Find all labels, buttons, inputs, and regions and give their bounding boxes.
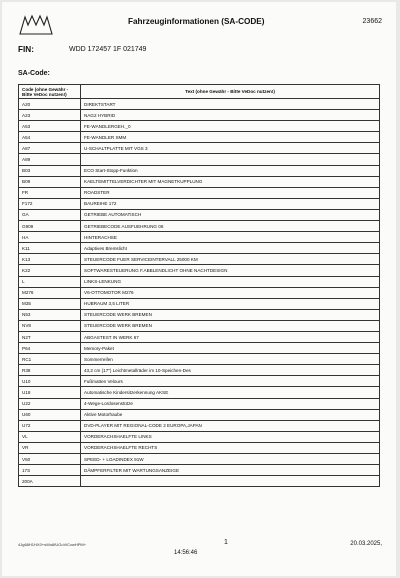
table-row bbox=[19, 132, 380, 143]
document-title: Fahrzeuginformationen (SA-CODE) bbox=[128, 17, 265, 26]
sa-code-cell: A89 bbox=[19, 154, 81, 165]
sa-text-cell: U-SCHALTPLATTE MIT VGS 3 bbox=[81, 143, 380, 154]
sa-text-cell: NAG2 HYBRID bbox=[81, 110, 380, 121]
sa-code-cell: NV8 bbox=[19, 320, 81, 331]
table-row bbox=[19, 187, 380, 198]
table-header-row bbox=[19, 85, 380, 99]
sa-text-cell: DÄMPFERFILTER MIT WARTUNGSANZEIGE bbox=[81, 465, 380, 476]
sa-text-cell: 43,2 cm (17") Leichtmetallräder im 10-Speichen-Des bbox=[81, 365, 380, 376]
sa-text-cell: DIREKTSTART bbox=[81, 99, 380, 110]
sa-code-cell: U18 bbox=[19, 387, 81, 398]
footer-reference: 4Jg68H1HX0+sWo6fUGoViCxwHPM+ bbox=[18, 542, 87, 547]
sa-code-cell: N53 bbox=[19, 309, 81, 320]
sa-code-cell: L bbox=[19, 276, 81, 287]
sa-text-cell: SPEED- + LOADINDEX 91W bbox=[81, 454, 380, 465]
table-row bbox=[19, 387, 380, 398]
sa-text-cell: STEUERCODE WERK BREMEN bbox=[81, 320, 380, 331]
table-row bbox=[19, 276, 380, 287]
sa-text-cell: SOFTWARESTEUERUNG F.ABBLENDLICHT OHNE NACHTDESIGN bbox=[81, 265, 380, 276]
sa-code-cell: U10 bbox=[19, 376, 81, 387]
document-page bbox=[2, 2, 396, 576]
sa-code-cell: K11 bbox=[19, 243, 81, 254]
sa-text-cell: ABGASTEST IN WERK 67 bbox=[81, 331, 380, 342]
fin-value: WDD 172457 1F 021749 bbox=[69, 46, 147, 53]
sa-code-label: SA-Code: bbox=[18, 70, 50, 77]
sa-code-cell: FR bbox=[19, 187, 81, 198]
sa-text-cell bbox=[81, 476, 380, 487]
sa-code-cell: HA bbox=[19, 232, 81, 243]
table-row bbox=[19, 343, 380, 354]
fin-label: FIN: bbox=[18, 45, 34, 54]
table-row bbox=[19, 265, 380, 276]
sa-code-cell: 17S bbox=[19, 465, 81, 476]
sa-code-cell: A20 bbox=[19, 99, 81, 110]
sa-code-cell: 200A bbox=[19, 476, 81, 487]
sa-text-cell: Automatische Kindersitzerkennung AKSE bbox=[81, 387, 380, 398]
table-row bbox=[19, 409, 380, 420]
sa-code-cell: M35 bbox=[19, 298, 81, 309]
document-number: 23662 bbox=[362, 18, 382, 25]
page-number: 1 bbox=[224, 539, 228, 546]
table-row bbox=[19, 431, 380, 442]
table-row bbox=[19, 121, 380, 132]
table-row bbox=[19, 154, 380, 165]
table-row bbox=[19, 398, 380, 409]
table-body bbox=[19, 99, 380, 487]
sa-text-cell: FE-WANDLER SMM bbox=[81, 132, 380, 143]
table-row bbox=[19, 287, 380, 298]
sa-code-cell: F172 bbox=[19, 198, 81, 209]
table-row bbox=[19, 465, 380, 476]
sa-code-cell: GA bbox=[19, 209, 81, 220]
sa-text-cell: Memory-Paket bbox=[81, 343, 380, 354]
footer-time: 14:56:46 bbox=[174, 550, 198, 556]
table-row bbox=[19, 331, 380, 342]
table-row bbox=[19, 221, 380, 232]
sa-text-cell: VORDERACHSHAELFTE LINKS bbox=[81, 431, 380, 442]
sa-code-cell: M276 bbox=[19, 287, 81, 298]
sa-text-cell: KAELTEMITTELVERDICHTER MIT MAGNETKUPPLUNG bbox=[81, 176, 380, 187]
sa-code-table bbox=[18, 84, 380, 487]
sa-text-cell: V6-OTTOMOTOR M276 bbox=[81, 287, 380, 298]
table-row bbox=[19, 309, 380, 320]
sa-code-cell: VR bbox=[19, 442, 81, 453]
sa-code-cell: K13 bbox=[19, 254, 81, 265]
sa-code-cell: B03 bbox=[19, 165, 81, 176]
table-row bbox=[19, 320, 380, 331]
sa-text-cell: STEUERCODE FUER SERVICEINTERVALL 25000 KM bbox=[81, 254, 380, 265]
sa-code-cell: U60 bbox=[19, 409, 81, 420]
table-row bbox=[19, 232, 380, 243]
table-row bbox=[19, 99, 380, 110]
sa-code-cell: R38 bbox=[19, 365, 81, 376]
table-row bbox=[19, 243, 380, 254]
sa-text-cell: FE-WANDLERGEH._0 bbox=[81, 121, 380, 132]
table-row bbox=[19, 298, 380, 309]
text-column-header: Text (ohne Gewähr - Bitte VeDoc nutzen!) bbox=[81, 85, 380, 99]
sa-code-cell: V50 bbox=[19, 454, 81, 465]
sa-text-cell: BAUREIHE 172 bbox=[81, 198, 380, 209]
sa-code-cell: A23 bbox=[19, 110, 81, 121]
table-row bbox=[19, 198, 380, 209]
page-header bbox=[2, 2, 396, 38]
sa-text-cell: ECO Start-Stopp-Funktion bbox=[81, 165, 380, 176]
table-row bbox=[19, 165, 380, 176]
table-row bbox=[19, 354, 380, 365]
sa-code-cell: A53 bbox=[19, 121, 81, 132]
sa-code-cell: P64 bbox=[19, 343, 81, 354]
sa-code-cell: RC1 bbox=[19, 354, 81, 365]
sa-text-cell: GETRIEBE AUTOMATISCH bbox=[81, 209, 380, 220]
table-row bbox=[19, 365, 380, 376]
sa-text-cell: Fußmatten Velours bbox=[81, 376, 380, 387]
sa-text-cell: DVD-PLAYER MIT REGIONAL-CODE 2 EUROPA,JAPAN bbox=[81, 420, 380, 431]
sa-text-cell: STEUERCODE WERK BREMEN bbox=[81, 309, 380, 320]
code-column-header: Code (ohne Gewähr -Bitte VeDoc nutzen!) bbox=[19, 85, 81, 99]
eva-logo bbox=[18, 14, 54, 36]
table-row bbox=[19, 209, 380, 220]
table-row bbox=[19, 454, 380, 465]
table-row bbox=[19, 476, 380, 487]
sa-code-cell: B09 bbox=[19, 176, 81, 187]
table-row bbox=[19, 110, 380, 121]
table-row bbox=[19, 420, 380, 431]
sa-code-cell: VL bbox=[19, 431, 81, 442]
sa-text-cell: HUBRAUM 3,5 LITER bbox=[81, 298, 380, 309]
sa-code-cell: A54 bbox=[19, 132, 81, 143]
sa-text-cell: VORDERACHSHAELFTE RECHTS bbox=[81, 442, 380, 453]
sa-text-cell bbox=[81, 154, 380, 165]
sa-text-cell: ROADSTER bbox=[81, 187, 380, 198]
table-row bbox=[19, 143, 380, 154]
sa-text-cell: GETRIEBECODE AUSFUEHRUNG 06 bbox=[81, 221, 380, 232]
sa-text-cell: Aktive Motorhaube bbox=[81, 409, 380, 420]
footer-date: 20.03.2025, bbox=[350, 541, 382, 547]
sa-text-cell: 4-Wege-Lordosenstütze bbox=[81, 398, 380, 409]
sa-code-cell: U72 bbox=[19, 420, 81, 431]
sa-code-cell: K22 bbox=[19, 265, 81, 276]
sa-text-cell: Adaptives Bremslicht bbox=[81, 243, 380, 254]
sa-code-cell: G909 bbox=[19, 221, 81, 232]
table-row bbox=[19, 442, 380, 453]
sa-code-cell: N2T bbox=[19, 331, 81, 342]
table-row bbox=[19, 254, 380, 265]
sa-text-cell: HINTERACHSE bbox=[81, 232, 380, 243]
sa-text-cell: LINKS-LENKUNG bbox=[81, 276, 380, 287]
sa-text-cell: Sommerreifen bbox=[81, 354, 380, 365]
table-row bbox=[19, 176, 380, 187]
table-row bbox=[19, 376, 380, 387]
sa-code-cell: A87 bbox=[19, 143, 81, 154]
sa-code-cell: U22 bbox=[19, 398, 81, 409]
